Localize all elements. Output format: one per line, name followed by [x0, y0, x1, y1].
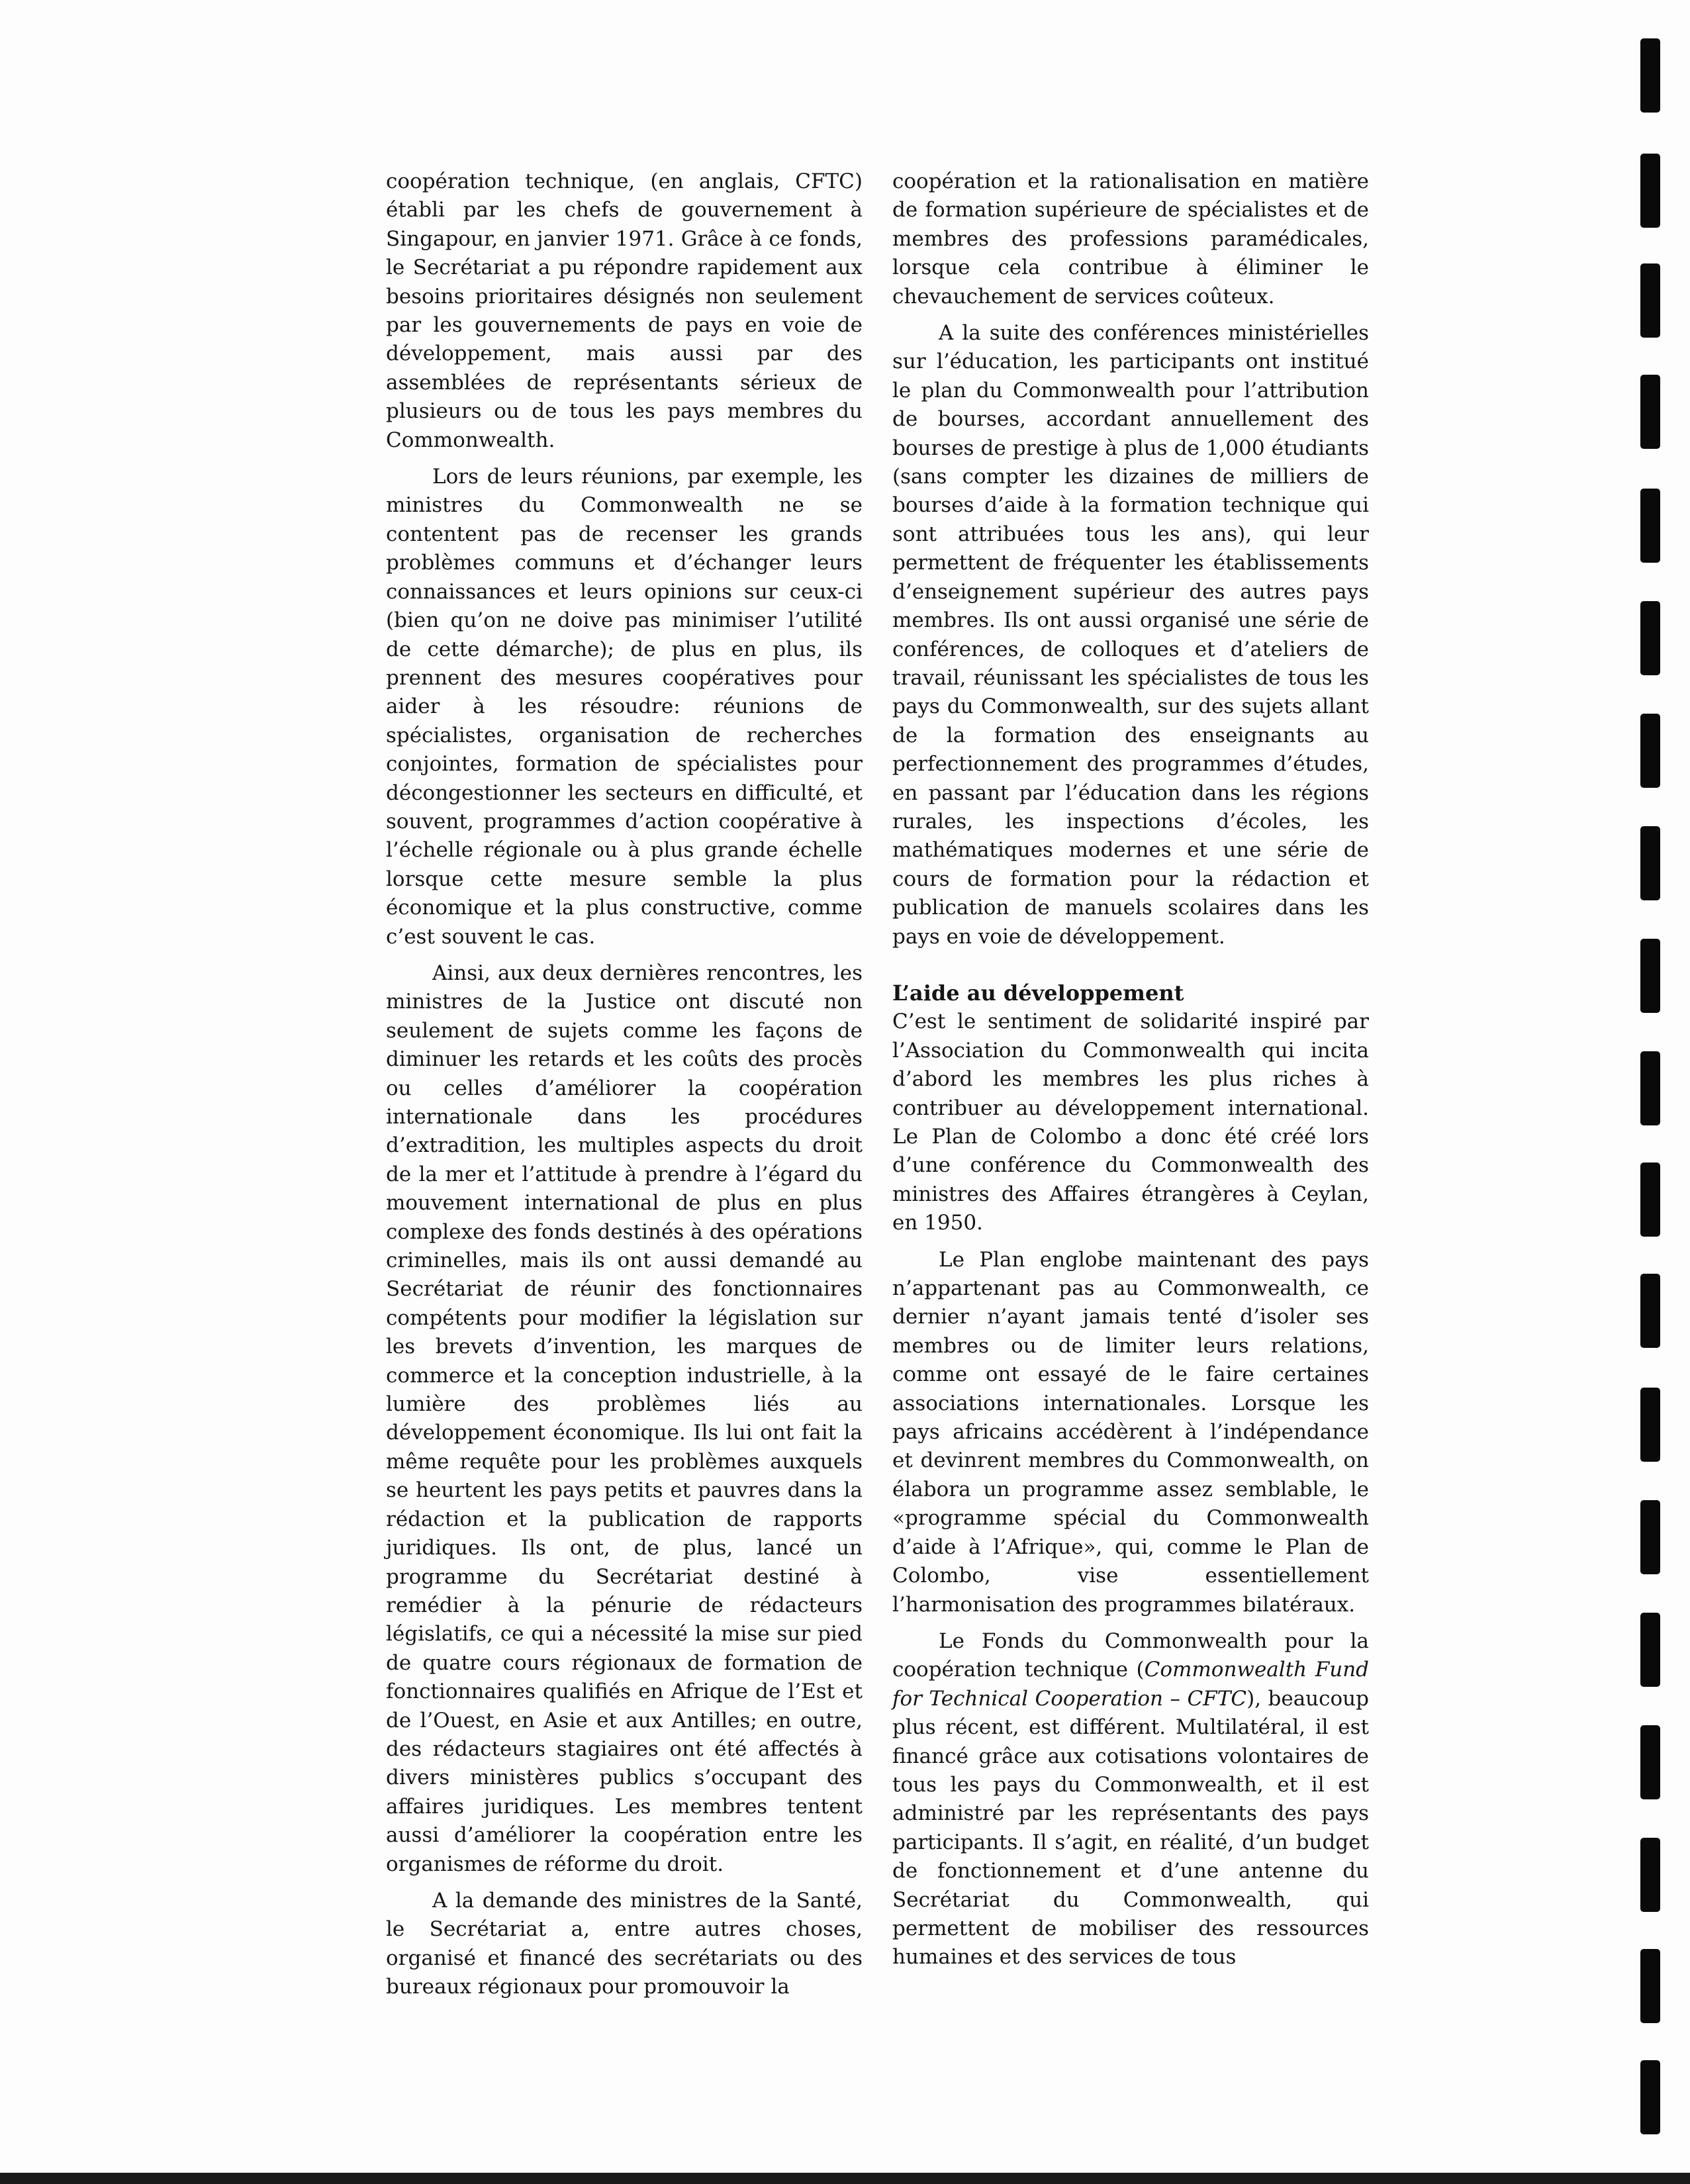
binding-mark: [1640, 1613, 1660, 1687]
binding-mark: [1640, 1838, 1660, 1912]
paragraph: [892, 1627, 1369, 1972]
binding-mark: [1640, 714, 1660, 788]
binding-mark: [1640, 1163, 1660, 1237]
binding-mark: [1640, 1388, 1660, 1462]
scan-bottom-edge: [0, 2173, 1690, 2184]
paragraph: A la demande des ministres de la Santé, le Secrétariat a, entre autres choses, organisé et financé des secrétariats ou des bureaux régionaux pour promouvoir la: [386, 1888, 863, 1999]
binding-mark: [1640, 826, 1660, 900]
paragraph: Lors de leurs réunions, par exemple, les ministres du Commonwealth ne se contentent pas de recenser les grands problèmes communs et d’échanger leurs connaissances et leurs opinions sur ceux-ci (bien qu’on ne doive pas minimiser l’utilité de cette démarche); de plus en plus, ils prennent des mesures coopératives pour aider à les résoudre: réunions de spécialistes, organisation de recherches conjointes, formation de spécialistes pour décongestionner les secteurs en difficulté, et souvent, programmes d’action coopérative à l’échelle régionale ou à plus grande échelle lorsque cette mesure semble la plus économique et la plus constructive, comme c’est souvent le cas.: [386, 465, 863, 949]
paragraph: Ainsi, aux deux dernières rencontres, les ministres de la Justice ont discuté non seulement de sujets comme les façons de diminuer les retards et les coûts des procès ou celles d’améliorer la coopération internationale dans les procédures d’extradition, les multiples aspects du droit de la mer et l’attitude à prendre à l’égard du mouvement international de plus en plus complexe des fonds destinés à des opérations criminelles, mais ils ont aussi demandé au Secrétariat de réunir des fonctionnaires compétents pour modifier la législation sur les brevets d’invention, les marques de commerce et la conception industrielle, à la lumière des problèmes liés au développement économique. Ils lui ont fait la même requête pour les problèmes auxquels se heurtent les pays petits et pauvres dans la rédaction et la publication de rapports juridiques. Ils ont, de plus, lancé un programme du Secrétariat destiné à remédier à la pénurie de rédacteurs législatifs, ce qui a nécessité la mise sur pied de quatre cours régionaux de formation de fonctionnaires qualifiés en Afrique de l’Est et de l’Ouest, en Asie et aux Antilles; en outre, des rédacteurs stagiaires ont été affectés à divers ministères publics s’occupant des affaires juridiques. Les membres tentent aussi d’améliorer la coopération entre les organismes de réforme du droit.: [386, 961, 863, 1876]
section-heading: L’aide au développement: [892, 980, 1184, 1006]
right-column: [892, 167, 1369, 1973]
paragraph: coopération technique, (en anglais, CFTC) établi par les chefs de gouvernement à Singapour, en janvier 1971. Grâce à ce fonds, le Secrétariat a pu répondre rapidement aux besoins prioritaires désignés non seulement par les gouvernements de pays en voie de développement, mais aussi par des assemblées de représentants sérieux de plusieurs ou de tous les pays membres du Commonwealth.: [386, 169, 863, 452]
binding-marks: [1640, 0, 1667, 2184]
binding-mark: [1640, 939, 1660, 1013]
binding-mark: [1640, 375, 1660, 449]
paragraph: C’est le sentiment de solidarité inspiré par l’Association du Commonwealth qui incita d’abord les membres les plus riches à contribuer au développement international. Le Plan de Colombo a donc été créé lors d’une conférence du Commonwealth des ministres des Affaires étrangères à Ceylan, en 1950.: [892, 1010, 1369, 1235]
binding-mark: [1640, 601, 1660, 675]
binding-mark: [1640, 2060, 1660, 2134]
binding-mark: [1640, 38, 1660, 113]
binding-mark: [1640, 1051, 1660, 1125]
paragraph: coopération et la rationalisation en matière de formation supérieure de spécialistes et de membres des professions paramédicales, lorsque cela contribue à éliminer le chevauchement de services coûteux.: [892, 169, 1369, 309]
paragraph: Le Plan englobe maintenant des pays n’appartenant pas au Commonwealth, ce dernier n’ayant jamais tenté d’isoler ses membres ou de limiter leurs relations, comme ont essayé de le faire certaines associations internationales. Lorsque les pays africains accédèrent à l’indépendance et devinrent membres du Commonwealth, on élabora un programme assez semblable, le «programme spécial du Commonwealth d’aide à l’Afrique», qui, comme le Plan de Colombo, vise essentiellement l’harmonisation des programmes bilatéraux.: [892, 1247, 1369, 1617]
binding-mark: [1640, 1500, 1660, 1574]
binding-mark: [1640, 1725, 1660, 1799]
paragraph-text: ), beaucoup plus récent, est différent. Multilatéral, il est financé grâce aux cotisations volontaires de tous les pays du Commonwealth, et il est administré par les représentants des pays participants. Il s’agit, en réalité, d’un budget de fonctionnement et d’une antenne du Secrétariat du Commonwealth, qui permettent de mobiliser des ressources humaines et des services de tous: [892, 1686, 1369, 1970]
binding-mark: [1640, 1949, 1660, 2023]
binding-mark: [1640, 154, 1660, 228]
left-column: [386, 167, 863, 2003]
binding-mark: [1640, 1274, 1660, 1348]
binding-mark: [1640, 263, 1660, 338]
paragraph: A la suite des conférences ministérielles sur l’éducation, les participants ont institué le plan du Commonwealth pour l’attribution de bourses, accordant annuellement des bourses de prestige à plus de 1,000 étudiants (sans compter les dizaines de milliers de bourses d’aide à la formation technique qui sont attribuées tous les ans), qui leur permettent de fréquenter les établissements d’enseignement supérieur des autres pays membres. Ils ont aussi organisé une série de conférences, de colloques et d’ateliers de travail, réunissant les spécialistes de tous les pays du Commonwealth, sur des sujets allant de la formation des enseignants au perfectionnement des programmes d’études, en passant par l’éducation dans les régions rurales, les inspections d’écoles, les mathématiques modernes et une série de cours de formation pour la rédaction et publication de manuels scolaires dans les pays en voie de développement.: [892, 321, 1369, 949]
italic-fund-name: Commonwealth Fund for Technical Cooperation – CFTC: [892, 1658, 1369, 1711]
binding-mark: [1640, 489, 1660, 563]
paragraph-text: Le Fonds du Commonwealth pour la coopération technique (: [892, 1629, 1369, 1682]
